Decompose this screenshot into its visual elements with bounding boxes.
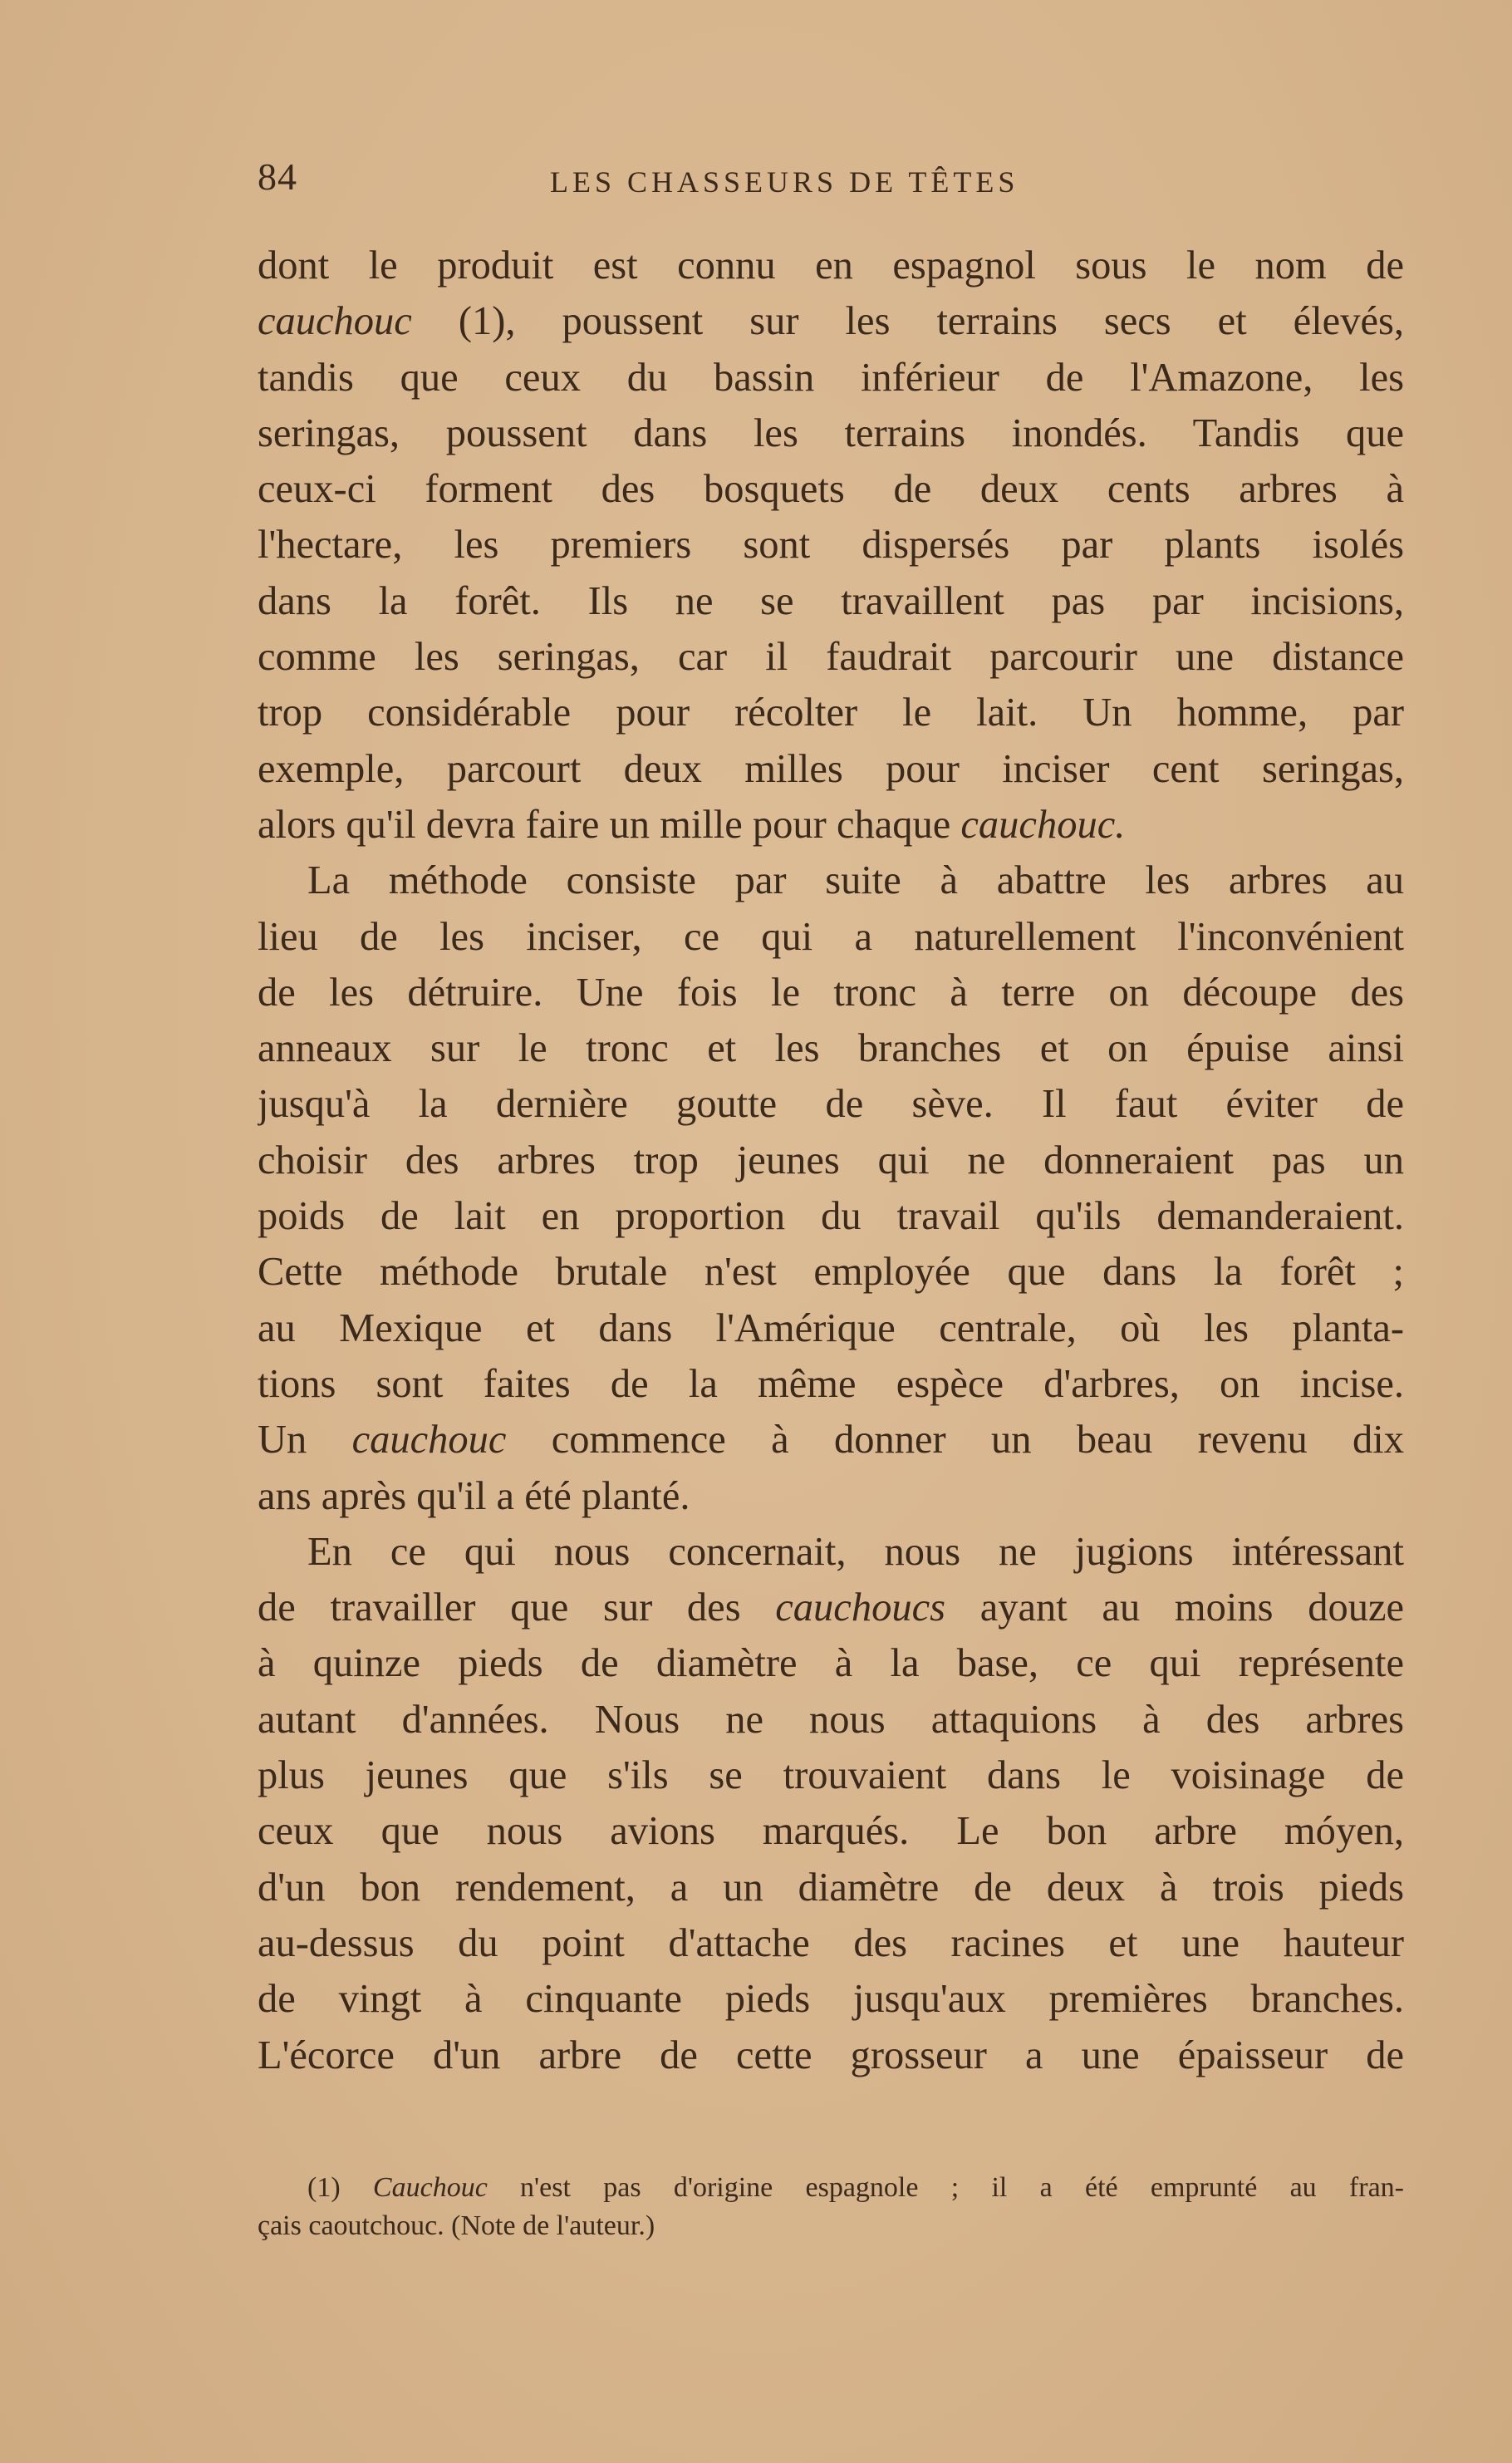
text-line: L'écorce d'un arbre de cette grosseur a une épaisseur de <box>258 2033 1404 2077</box>
text-line: lieu de les inciser, ce qui a naturellement l'inconvénient <box>258 914 1404 959</box>
text-line: d'un bon rendement, a un diamètre de deux à trois pieds <box>258 1865 1404 1910</box>
text-line: de les détruire. Une fois le tronc à terre on découpe des <box>258 970 1404 1015</box>
text-line: La méthode consiste par suite à abattre les arbres au <box>307 858 1404 903</box>
text-line: jusqu'à la dernière goutte de sève. Il faut éviter de <box>258 1082 1404 1127</box>
text-line: tandis que ceux du bassin inférieur de l'Amazone, les <box>258 355 1404 400</box>
text-line: de travailler que sur des cauchoucs ayant au moins douze <box>258 1585 1404 1630</box>
page-header <box>258 155 1404 213</box>
text-line: trop considérable pour récolter le lait. Un homme, par <box>258 691 1404 735</box>
text-line: En ce qui nous concernait, nous ne jugions intéressant <box>307 1529 1404 1574</box>
text-line: ceux que nous avions marqués. Le bon arbre móyen, <box>258 1809 1404 1854</box>
text-line: comme les seringas, car il faudrait parcourir une distance <box>258 635 1404 680</box>
text-line: ans après qu'il a été planté. <box>258 1473 690 1518</box>
text-line: au Mexique et dans l'Amérique centrale, où les planta- <box>258 1305 1404 1350</box>
text-line: Un cauchouc commence à donner un beau revenu dix <box>258 1418 1404 1463</box>
text-line: poids de lait en proportion du travail qu'ils demanderaient. <box>258 1194 1404 1239</box>
text-line: cauchouc (1), poussent sur les terrains secs et élevés, <box>258 299 1404 344</box>
text-line: Cette méthode brutale n'est employée que dans la forêt ; <box>258 1250 1404 1295</box>
text-line: l'hectare, les premiers sont dispersés par plants isolés <box>258 523 1404 568</box>
text-line: de vingt à cinquante pieds jusqu'aux premières branches. <box>258 1977 1404 2022</box>
running-title: LES CHASSEURS DE TÊTES <box>550 165 1019 199</box>
text-line: anneaux sur le tronc et les branches et on épuise ainsi <box>258 1026 1404 1071</box>
body-text <box>258 238 1404 2083</box>
footnote-line: (1) Cauchouc n'est pas d'origine espagnole ; il a été emprunté au fran- <box>307 2172 1404 2203</box>
text-line: tions sont faites de la même espèce d'arbres, on incise. <box>258 1361 1404 1406</box>
text-line: dont le produit est connu en espagnol sous le nom de <box>258 243 1404 288</box>
text-line: seringas, poussent dans les terrains inondés. Tandis que <box>258 410 1404 455</box>
text-line: ceux-ci forment des bosquets de deux cents arbres à <box>258 467 1404 512</box>
footnote-line: çais caoutchouc. (Note de l'auteur.) <box>258 2210 655 2241</box>
text-line: autant d'années. Nous ne nous attaquions à des arbres <box>258 1697 1404 1742</box>
page-number: 84 <box>258 155 297 198</box>
footnote <box>258 2169 1404 2245</box>
text-line: au-dessus du point d'attache des racines et une hauteur <box>258 1920 1404 1965</box>
text-line: à quinze pieds de diamètre à la base, ce qui représente <box>258 1641 1404 1686</box>
text-line: choisir des arbres trop jeunes qui ne donneraient pas un <box>258 1138 1404 1182</box>
text-line: dans la forêt. Ils ne se travaillent pas par incisions, <box>258 578 1404 623</box>
text-line: alors qu'il devra faire un mille pour chaque cauchouc. <box>258 802 1126 847</box>
text-line: plus jeunes que s'ils se trouvaient dans le voisinage de <box>258 1753 1404 1798</box>
text-line: exemple, parcourt deux milles pour inciser cent seringas, <box>258 746 1404 791</box>
